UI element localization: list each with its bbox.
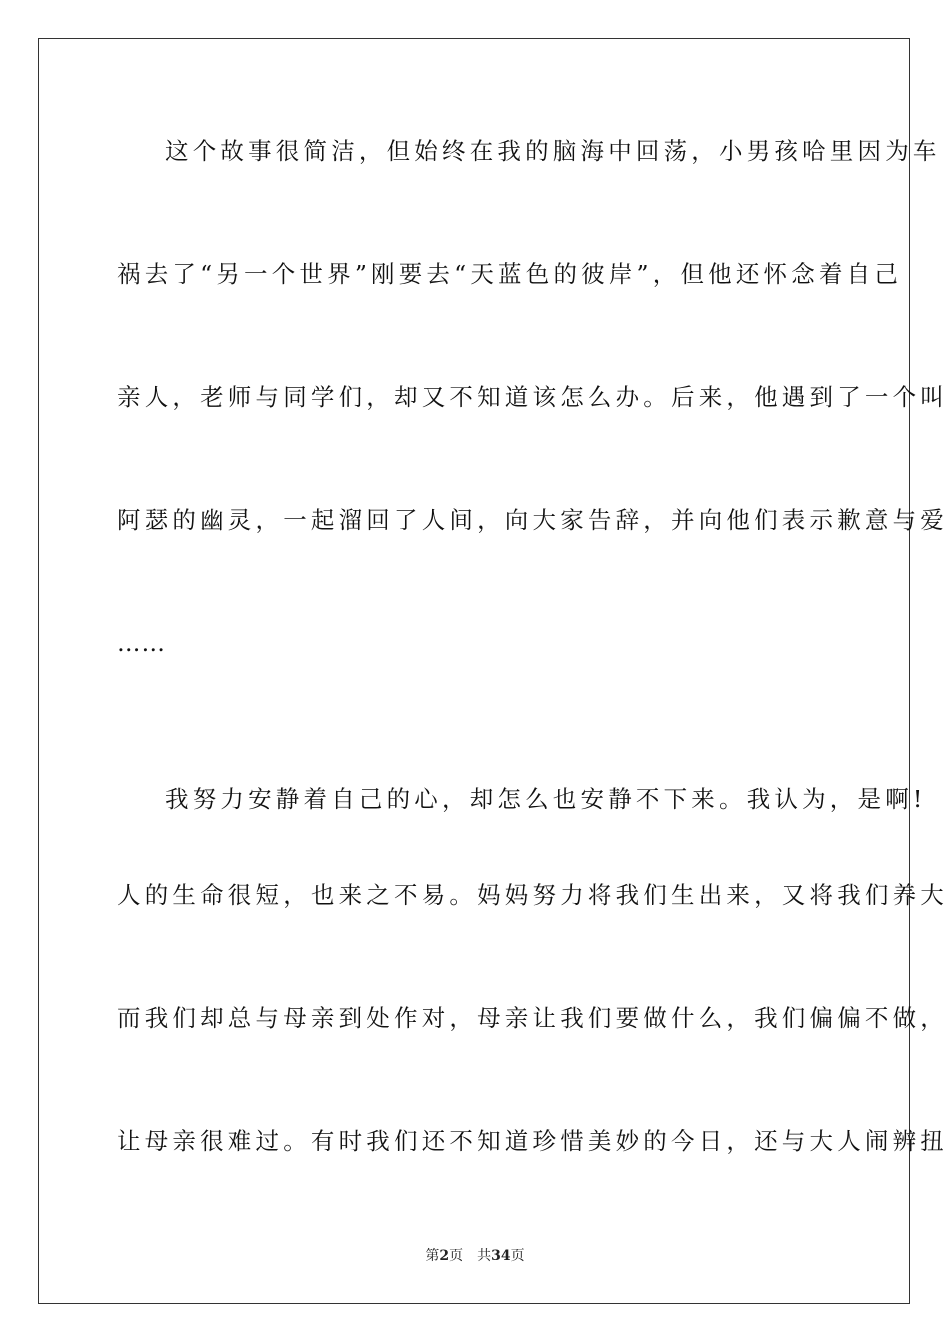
- page-border: [38, 38, 948, 1304]
- page-prefix: 第: [425, 1248, 440, 1264]
- page-number: 2: [439, 1248, 450, 1264]
- paragraph-1-line-3: 亲人，老师与同学们，却又不知道该怎么办。后来，他遇到了一个叫: [117, 383, 948, 411]
- paragraph-2-line-1: 我努力安静着自己的心，却怎么也安静不下来。我认为，是啊!: [165, 785, 927, 813]
- total-prefix: 共: [477, 1248, 492, 1264]
- paragraph-1-line-4: 阿瑟的幽灵，一起溜回了人间，向大家告辞，并向他们表示歉意与爱: [117, 506, 948, 534]
- total-suffix: 页: [510, 1248, 525, 1264]
- paragraph-2-line-4: 让母亲很难过。有时我们还不知道珍惜美妙的今日，还与大人闹辨扭: [117, 1127, 948, 1155]
- page-footer: [0, 1247, 950, 1265]
- paragraph-1-line-2: 祸去了“另一个世界”刚要去“天蓝色的彼岸”，但他还怀念着自己: [117, 260, 903, 288]
- total-pages: 34: [491, 1248, 511, 1264]
- paragraph-2-line-3: 而我们却总与母亲到处作对，母亲让我们要做什么，我们偏偏不做，: [117, 1004, 948, 1032]
- paragraph-1-ellipsis: ……: [117, 629, 166, 657]
- paragraph-1-line-1: 这个故事很简洁，但始终在我的脑海中回荡，小男孩哈里因为车: [165, 137, 941, 165]
- paragraph-2-line-2: 人的生命很短，也来之不易。妈妈努力将我们生出来，又将我们养大: [117, 881, 948, 909]
- page-suffix: 页: [449, 1248, 464, 1264]
